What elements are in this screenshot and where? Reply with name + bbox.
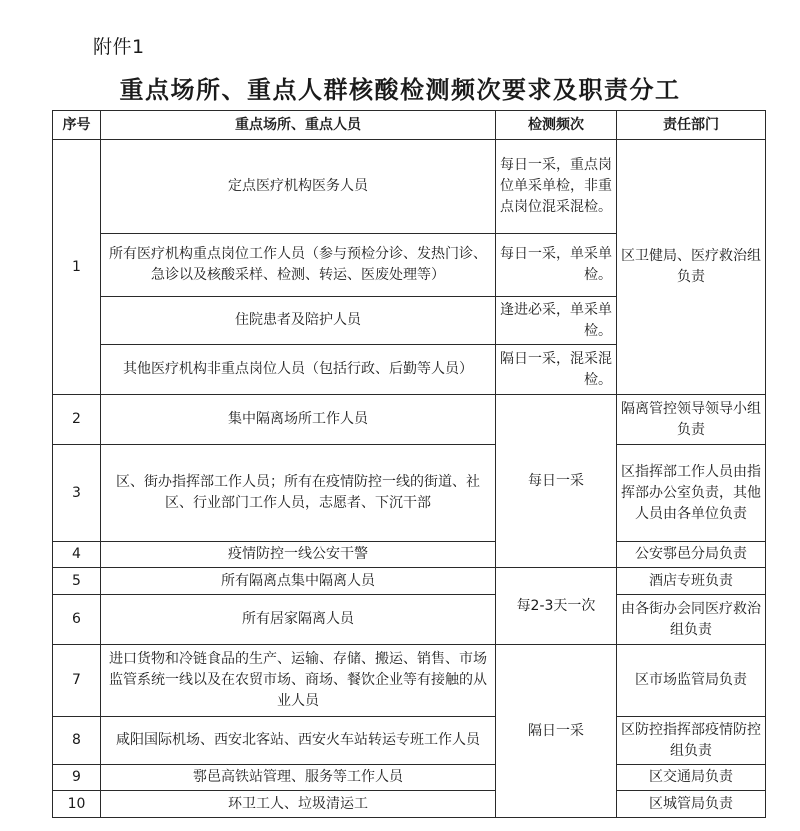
row-department: 区卫健局、医疗救治组负责 <box>617 140 766 395</box>
row-frequency: 每日一采，重点岗位单采单检，非重点岗位混采混检。 <box>496 140 617 234</box>
row-target: 定点医疗机构医务人员 <box>101 140 496 234</box>
row-target: 进口货物和冷链食品的生产、运输、存储、搬运、销售、市场监管系统一线以及在农贸市场、商场、餐饮企业等有接触的从业人员 <box>101 645 496 717</box>
header-frequency: 检测频次 <box>496 111 617 140</box>
table-row <box>53 765 766 791</box>
row-no: 7 <box>53 645 101 717</box>
row-target: 咸阳国际机场、西安北客站、西安火车站转运专班工作人员 <box>101 717 496 765</box>
row-no: 8 <box>53 717 101 765</box>
row-target: 所有医疗机构重点岗位工作人员（参与预检分诊、发热门诊、急诊以及核酸采样、检测、转运、医废处理等） <box>101 234 496 297</box>
row-no: 1 <box>53 140 101 395</box>
row-no: 6 <box>53 595 101 645</box>
row-department: 由各街办会同医疗救治组负责 <box>617 595 766 645</box>
row-department: 区市场监管局负责 <box>617 645 766 717</box>
row-no: 9 <box>53 765 101 791</box>
row-no: 3 <box>53 445 101 542</box>
table-row <box>53 791 766 818</box>
row-department: 区指挥部工作人员由指挥部办公室负责，其他人员由各单位负责 <box>617 445 766 542</box>
header-no: 序号 <box>53 111 101 140</box>
row-target: 所有居家隔离人员 <box>101 595 496 645</box>
responsibility-table <box>52 110 766 818</box>
row-no: 2 <box>53 395 101 445</box>
row-department: 区防控指挥部疫情防控组负责 <box>617 717 766 765</box>
row-no: 10 <box>53 791 101 818</box>
row-frequency: 逢进必采，单采单检。 <box>496 297 617 345</box>
table-row <box>53 717 766 765</box>
table-row <box>53 542 766 568</box>
table-row <box>53 595 766 645</box>
header-department: 责任部门 <box>617 111 766 140</box>
row-no: 5 <box>53 568 101 595</box>
document-title: 重点场所、重点人群核酸检测频次要求及职责分工 <box>119 76 681 104</box>
row-target: 集中隔离场所工作人员 <box>101 395 496 445</box>
table-header-row <box>53 111 766 140</box>
annex-label: 附件1 <box>93 36 145 58</box>
header-target: 重点场所、重点人员 <box>101 111 496 140</box>
table-row <box>53 395 766 445</box>
row-frequency: 每日一采 <box>496 395 617 568</box>
row-target: 所有隔离点集中隔离人员 <box>101 568 496 595</box>
table-row <box>53 645 766 717</box>
row-target: 区、街办指挥部工作人员；所有在疫情防控一线的街道、社区、行业部门工作人员，志愿者、下沉干部 <box>101 445 496 542</box>
row-department: 区城管局负责 <box>617 791 766 818</box>
row-target: 环卫工人、垃圾清运工 <box>101 791 496 818</box>
row-target: 住院患者及陪护人员 <box>101 297 496 345</box>
row-frequency: 隔日一采，混采混检。 <box>496 345 617 395</box>
row-frequency: 隔日一采 <box>496 645 617 818</box>
table-row <box>53 445 766 542</box>
row-department: 酒店专班负责 <box>617 568 766 595</box>
row-department: 公安鄠邑分局负责 <box>617 542 766 568</box>
row-target: 疫情防控一线公安干警 <box>101 542 496 568</box>
row-no: 4 <box>53 542 101 568</box>
row-target: 鄠邑高铁站管理、服务等工作人员 <box>101 765 496 791</box>
row-department: 区交通局负责 <box>617 765 766 791</box>
table-row <box>53 140 766 234</box>
row-frequency: 每2-3天一次 <box>496 568 617 645</box>
table-row <box>53 568 766 595</box>
row-target: 其他医疗机构非重点岗位人员（包括行政、后勤等人员） <box>101 345 496 395</box>
row-frequency: 每日一采，单采单检。 <box>496 234 617 297</box>
row-department: 隔离管控领导领导小组负责 <box>617 395 766 445</box>
